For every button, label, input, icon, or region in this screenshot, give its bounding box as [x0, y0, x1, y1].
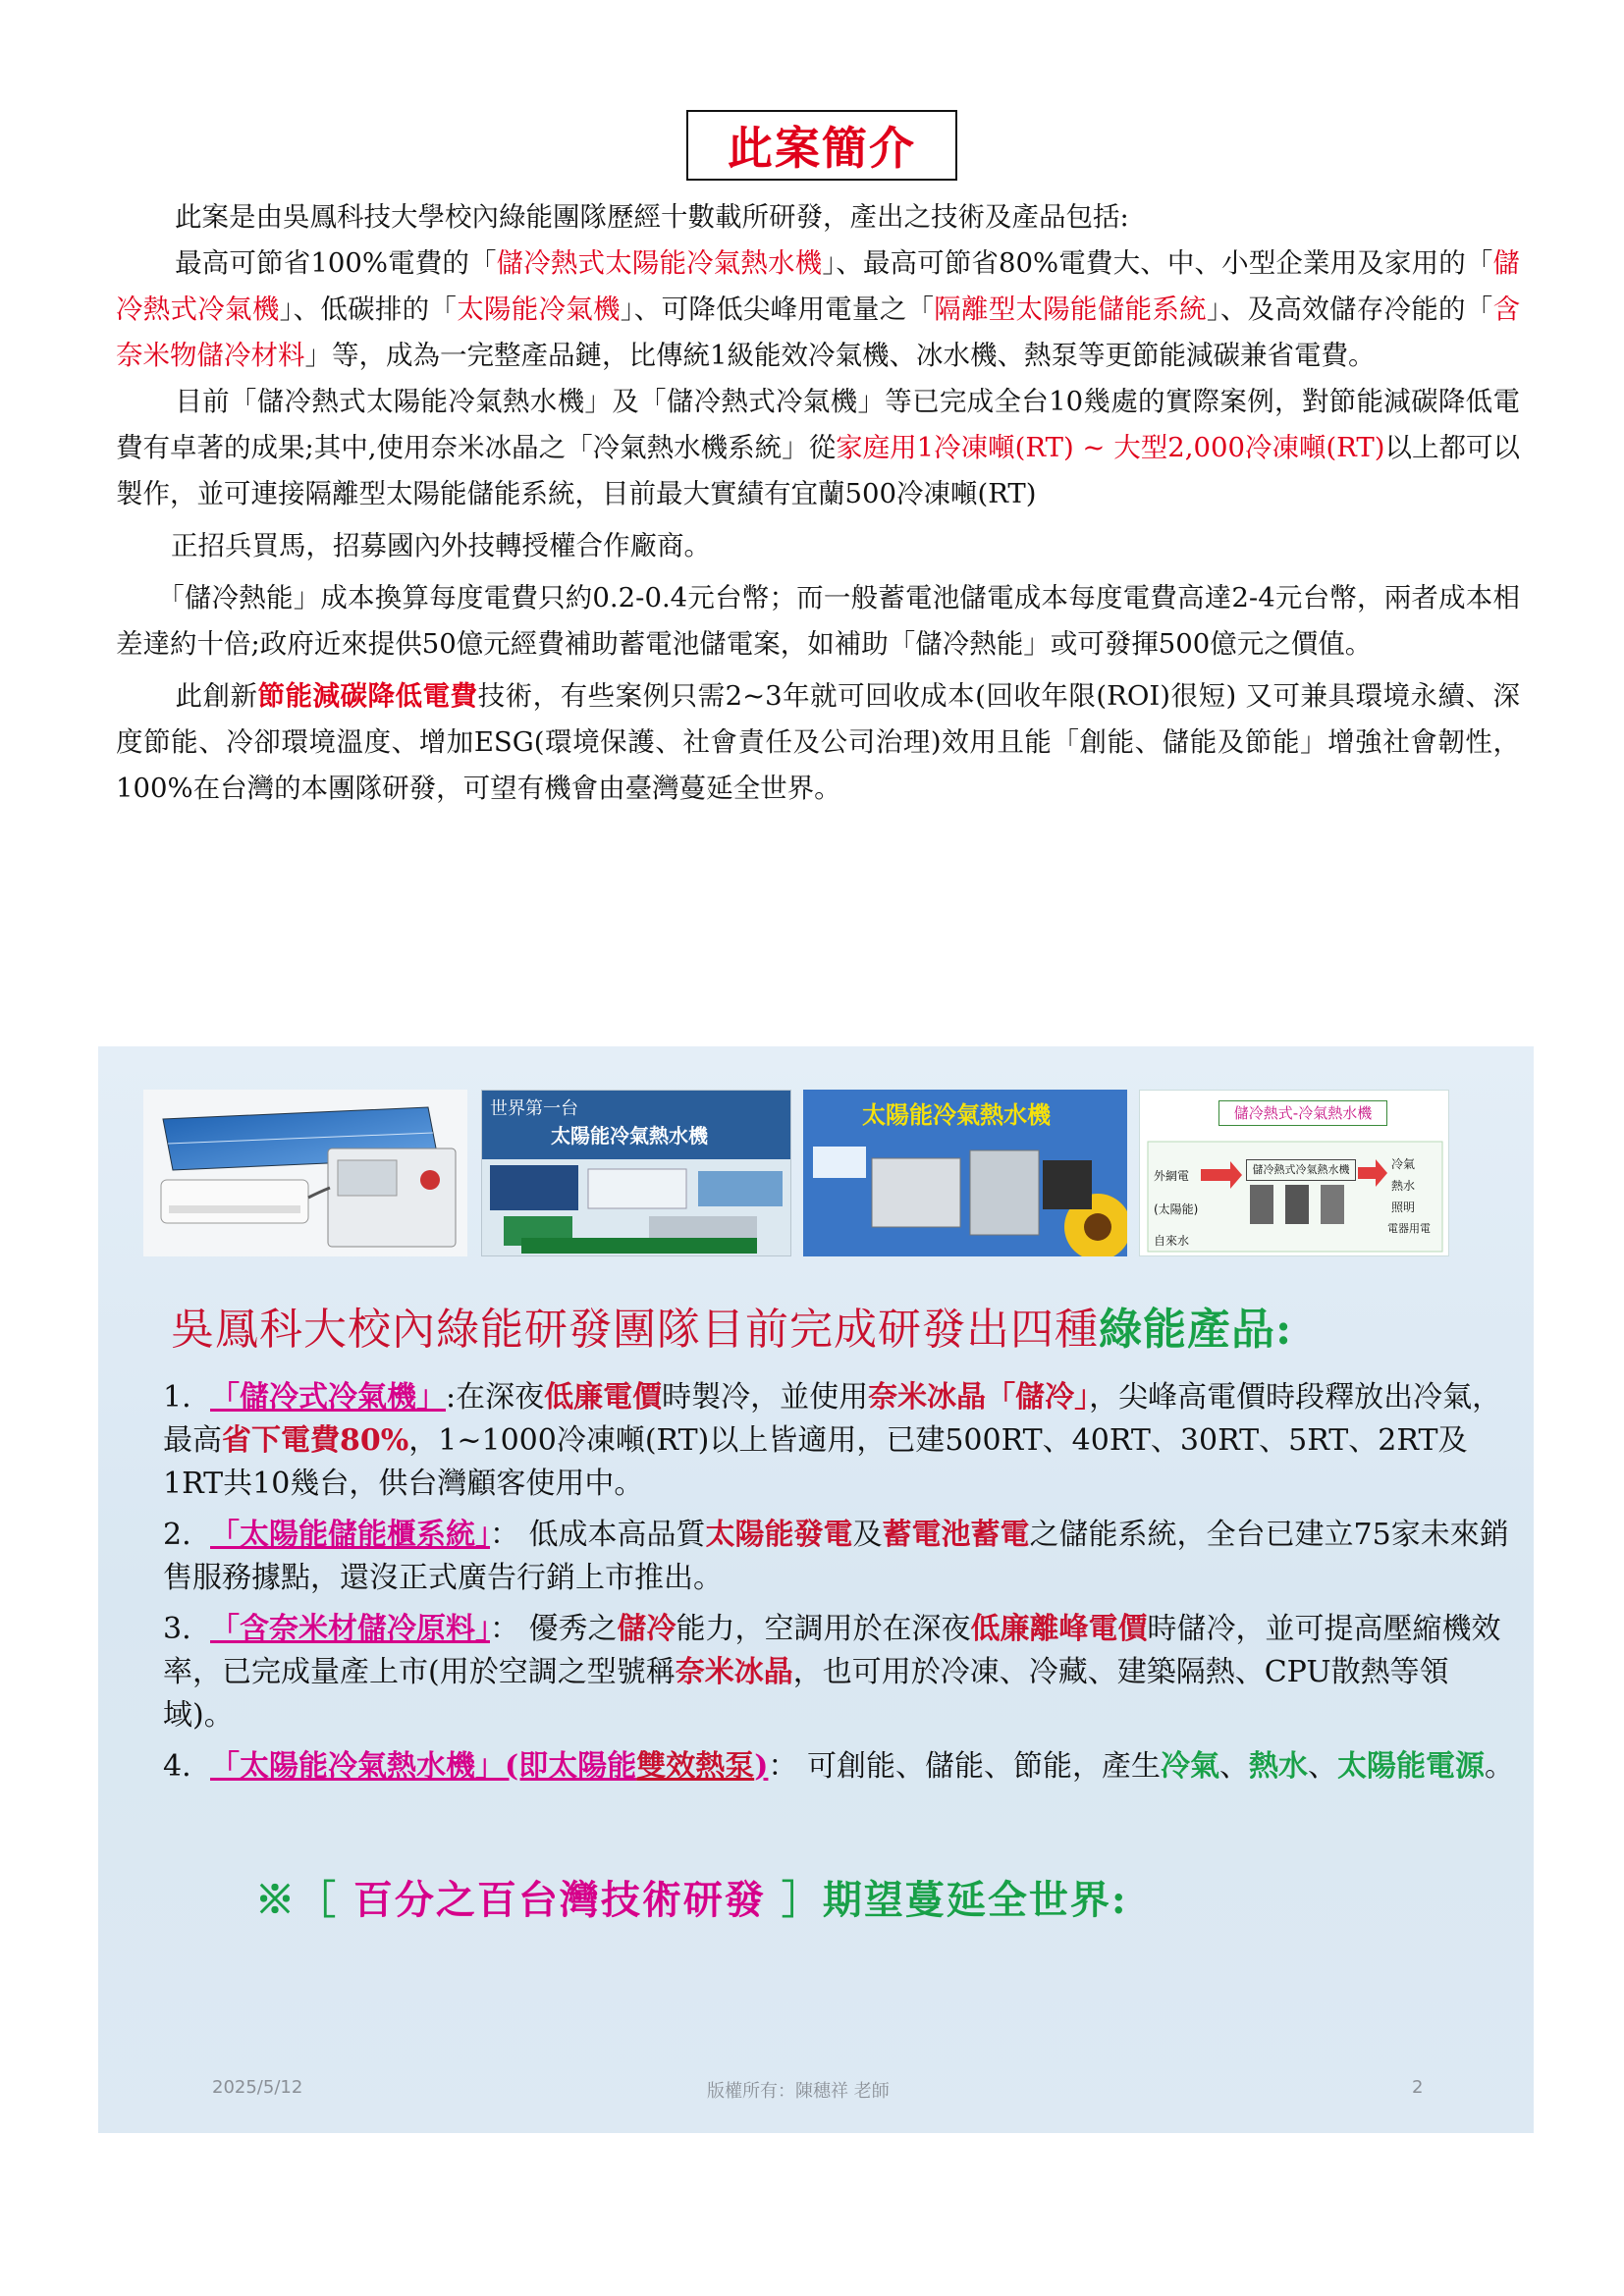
p5-text: 「儲冷熱能」成本換算每度電費只約0.2-0.4元台幣；而一般蓄電池儲電成本每度電費高達2-4元台幣，兩者成本相差達約十倍;政府近來提供50億元經費補助蓄電池儲電案，如補助「儲冷熱能」或可發揮500億元之價值。	[116, 582, 1520, 660]
item-number: 3.	[163, 1612, 191, 1646]
intro-text	[116, 194, 1520, 812]
p2-k: 」等，成為一完整產品鏈，比傳統1級能效冷氣機、冰水機、熱泵等更節能減碳兼省電費。	[304, 340, 1376, 371]
slide-heading-main: 吳鳳科大校內綠能研發團隊目前完成研發出四種	[171, 1305, 1099, 1355]
product-solar-ac: 太陽能冷氣機	[457, 294, 621, 325]
slogan-core: 百分之百台灣技術研發	[338, 1877, 782, 1923]
product-slide	[98, 1046, 1534, 2133]
item-highlight: 太陽能發電	[705, 1518, 853, 1552]
diagram-out-2: 熱水	[1391, 1179, 1416, 1193]
storage-system-diagram	[1139, 1090, 1449, 1256]
item-text: ，尖峰高電價時段釋放出冷氣，最高	[163, 1380, 1502, 1458]
p2-e: 」、低碳排的「	[279, 294, 458, 325]
storage-ac-photo	[143, 1090, 467, 1256]
paragraph-2	[116, 240, 1520, 379]
p4-text: 正招兵買馬，招募國內外技轉授權合作廠商。	[171, 530, 711, 561]
item-name: 「太陽能冷氣熱水機」(即太陽能	[210, 1749, 637, 1784]
diagram-out-1: 冷氣	[1391, 1157, 1416, 1171]
product-isolated-solar-storage: 隔離型太陽能儲能系統	[934, 294, 1207, 325]
item-green: 太陽能電源	[1336, 1749, 1485, 1784]
paragraph-3	[116, 379, 1520, 517]
item-text: ： 優秀之	[490, 1612, 618, 1646]
item-highlight: 低廉電價	[544, 1380, 663, 1415]
p2-c: 」、最高可節省80%電費大、中、小型企業用及家用的「	[822, 247, 1493, 279]
p3-a: 目前「儲冷熱式太陽能冷氣熱水機」及「儲冷熱式冷氣機」等已完成全台10幾處的實際案例，對節能減碳降低電費有卓著的成果;其中,使用奈米冰晶之「冷氣熱水機系統」從	[116, 386, 1520, 463]
item-green: 冷氣	[1160, 1749, 1219, 1784]
item-text: 。	[1484, 1749, 1514, 1784]
slogan	[255, 1869, 1128, 1925]
item-text: 、	[1307, 1749, 1337, 1784]
slogan-open: ※［	[255, 1877, 338, 1923]
product-list	[163, 1376, 1518, 1796]
solar-ac-world-first-poster	[481, 1090, 791, 1256]
poster-2-top: 世界第一台	[490, 1098, 578, 1119]
slogan-close: ］期望蔓延全世界:	[781, 1877, 1128, 1923]
item-text: ： 低成本高品質	[490, 1518, 706, 1552]
item-highlight: 蓄電池蓄電	[882, 1518, 1030, 1552]
item-highlight: 奈米冰晶「儲冷」	[868, 1380, 1090, 1415]
item-text: ，也可用於冷凍、冷藏、建築隔熱、CPU散熱等領域)。	[163, 1655, 1449, 1733]
diagram-center: 儲冷熱式冷氣熱水機	[1246, 1159, 1356, 1181]
product-nano-storage-material: 含奈米物儲冷材料	[116, 294, 1521, 371]
footer-date: 2025/5/12	[212, 2077, 303, 2098]
paragraph-1	[116, 194, 1520, 240]
item-text: ： 可創能、儲能、節能，產生	[768, 1749, 1161, 1784]
p2-i: 」、及高效儲存冷能的「	[1206, 294, 1493, 325]
diagram-out-4: 電器用電	[1387, 1222, 1431, 1235]
list-item	[163, 1745, 1518, 1789]
item-highlight: 省下電費80%	[222, 1423, 409, 1458]
footer-copyright: 版權所有：陳穗祥 老師	[707, 2081, 890, 2102]
paragraph-1-text: 此案是由吳鳳科技大學校內綠能團隊歷經十數載所研發，產出之技術及產品包括:	[175, 201, 1129, 233]
p6-highlight: 節能減碳降低電費	[257, 680, 478, 712]
item-name: 「儲冷式冷氣機」	[210, 1380, 446, 1415]
slide-heading-green: 綠能產品:	[1099, 1305, 1293, 1355]
p6-c: 技術，有些案例只需2~3年就可回收成本(回收年限(ROI)很短) 又可兼具環境永續、深度節能、冷卻環境溫度、增加ESG(環境保護、社會責任及公司治理)效用且能「創能、儲能及節能」增強社會韌性，100%在台灣的本團隊研發，可望有機會由臺灣蔓延全世界。	[116, 680, 1521, 804]
slide-heading	[171, 1294, 1487, 1357]
paragraph-5	[116, 575, 1520, 667]
p6-a: 此創新	[175, 680, 258, 712]
item-highlight: 儲冷	[617, 1612, 677, 1646]
footer-page-number: 2	[1412, 2077, 1424, 2098]
p2-a: 最高可節省100%電費的「	[175, 247, 497, 279]
item-text: ，1~1000冷凍噸(RT)以上皆適用，已建500RT、40RT、30RT、5RT、2RT及1RT共10幾台，供台灣顧客使用中。	[163, 1423, 1468, 1501]
product-storage-ac: 儲冷熱式冷氣機	[116, 247, 1521, 325]
item-number: 2.	[163, 1518, 191, 1552]
item-text: 能力，空調用於在深夜	[676, 1612, 971, 1646]
diagram-out-3: 照明	[1391, 1201, 1416, 1214]
diagram-title: 儲冷熱式-冷氣熱水機	[1218, 1100, 1387, 1126]
item-highlight: 奈米冰晶	[675, 1655, 793, 1689]
list-item	[163, 1608, 1518, 1737]
item-number: 4.	[163, 1749, 191, 1784]
product-solar-ac-water-heater: 儲冷熱式太陽能冷氣熱水機	[496, 247, 823, 279]
item-text: 及	[852, 1518, 883, 1552]
product-thumbnails	[143, 1090, 1479, 1256]
item-green: 熱水	[1248, 1749, 1308, 1784]
paragraph-4	[116, 523, 1520, 569]
diagram-in-1: 外網電	[1154, 1169, 1190, 1183]
paragraph-6	[116, 673, 1520, 812]
storage-ac-illustration	[143, 1090, 467, 1256]
item-name-highlight: 雙效熱泵	[636, 1749, 755, 1784]
item-text: 時製冷，並使用	[662, 1380, 869, 1415]
p2-g: 」、可降低尖峰用電量之「	[620, 294, 935, 325]
item-name: 「太陽能儲能櫃系統」	[210, 1518, 490, 1552]
diagram-in-2: (太陽能)	[1154, 1202, 1199, 1216]
p3-c: 以上都可以製作，並可連接隔離型太陽能儲能系統，目前最大實績有宜蘭500冷凍噸(RT)	[116, 432, 1521, 509]
poster-2-title: 太陽能冷氣熱水機	[551, 1124, 708, 1148]
diagram-in-3: 自來水	[1154, 1234, 1190, 1248]
poster-3-title: 太陽能冷氣熱水機	[862, 1101, 1051, 1129]
list-item	[163, 1376, 1518, 1506]
page-title: 此案簡介	[686, 110, 957, 181]
item-text: 、	[1218, 1749, 1249, 1784]
item-text: 時儲冷，並可提高壓縮機效率，已完成量產上市(用於空調之型號稱	[163, 1612, 1501, 1689]
list-item	[163, 1514, 1518, 1600]
item-number: 1.	[163, 1380, 191, 1415]
p3-range: 家庭用1冷凍噸(RT) ~ 大型2,000冷凍噸(RT)	[836, 432, 1385, 463]
solar-ac-water-heater-poster	[803, 1090, 1127, 1256]
item-highlight: 低廉離峰電價	[970, 1612, 1148, 1646]
item-text: 之儲能系統，全台已建立75家未來銷售服務據點，還沒正式廣告行銷上市推出。	[163, 1518, 1509, 1595]
item-text: :在深夜	[446, 1380, 545, 1415]
item-name-close: )	[754, 1749, 769, 1784]
item-name: 「含奈米材儲冷原料」	[210, 1612, 490, 1646]
